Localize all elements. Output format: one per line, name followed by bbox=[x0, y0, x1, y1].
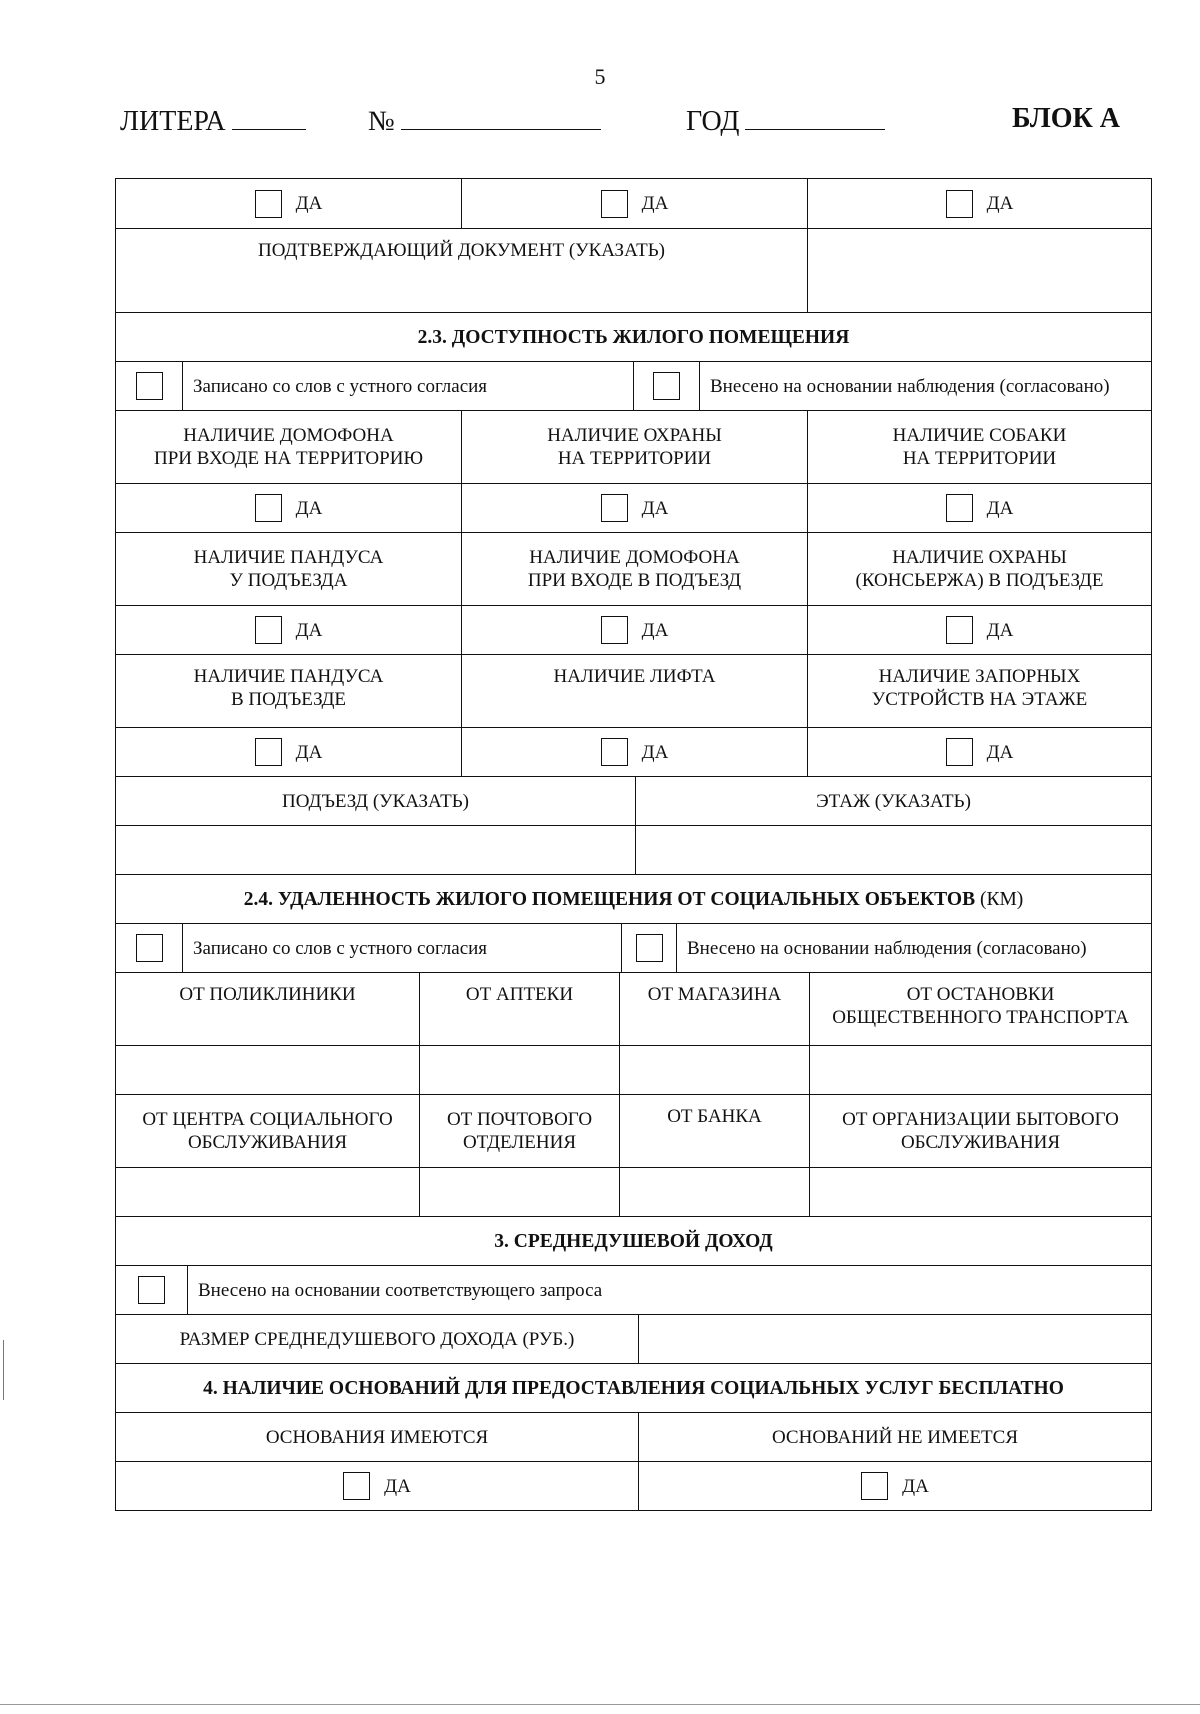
yes-option[interactable]: ДА bbox=[861, 1472, 929, 1500]
dog-territory-label: НАЛИЧИЕ СОБАКИ НА ТЕРРИТОРИИ bbox=[807, 411, 1151, 483]
locking-devices-label: НАЛИЧИЕ ЗАПОРНЫХ УСТРОЙСТВ НА ЭТАЖЕ bbox=[807, 655, 1151, 727]
yes-option[interactable]: ДА bbox=[946, 738, 1014, 766]
section-title: 2.3. ДОСТУПНОСТЬ ЖИЛОГО ПОМЕЩЕНИЯ bbox=[417, 326, 850, 348]
floor-label: ЭТАЖ (УКАЗАТЬ) bbox=[635, 777, 1151, 825]
page-number: 5 bbox=[594, 64, 606, 89]
oral-consent-label: Записано со слов с устного согласия bbox=[182, 924, 621, 972]
observation-checkbox[interactable] bbox=[636, 934, 663, 962]
accessibility-yes-row-1 bbox=[116, 483, 1151, 532]
litera-label: ЛИТЕРА bbox=[120, 106, 226, 137]
entrance-floor-inputs-row bbox=[116, 825, 1151, 874]
observation-label: Внесено на основании наблюдения (согласовано) bbox=[699, 362, 1151, 410]
entrance-label: ПОДЪЕЗД (УКАЗАТЬ) bbox=[282, 790, 469, 812]
distance-inputs-row-2 bbox=[116, 1167, 1151, 1216]
year-field[interactable] bbox=[686, 103, 885, 138]
clinic-input[interactable] bbox=[116, 1046, 419, 1094]
checkbox[interactable] bbox=[255, 494, 282, 522]
form-table bbox=[115, 178, 1152, 1511]
checkbox[interactable] bbox=[255, 190, 282, 218]
carryover-yes-row bbox=[116, 179, 1151, 228]
shop-label: ОТ МАГАЗИНА bbox=[619, 973, 809, 1045]
checkbox[interactable] bbox=[946, 738, 973, 766]
checkbox[interactable] bbox=[946, 190, 973, 218]
accessibility-yes-row-2 bbox=[116, 605, 1151, 654]
distance-labels-row-1 bbox=[116, 972, 1151, 1045]
bank-label: ОТ БАНКА bbox=[619, 1095, 809, 1167]
social-center-input[interactable] bbox=[116, 1168, 419, 1216]
scan-edge-mark bbox=[3, 1340, 4, 1400]
checkbox[interactable] bbox=[343, 1472, 370, 1500]
checkbox[interactable] bbox=[601, 190, 628, 218]
yes-option[interactable]: ДА bbox=[343, 1472, 411, 1500]
section-title: 2.4. УДАЛЕННОСТЬ ЖИЛОГО ПОМЕЩЕНИЯ ОТ СОЦИАЛЬНЫХ ОБЪЕКТОВ (КМ) bbox=[243, 888, 1024, 910]
checkbox[interactable] bbox=[946, 494, 973, 522]
ramp-entrance-label: НАЛИЧИЕ ПАНДУСА У ПОДЪЕЗДА bbox=[193, 547, 384, 591]
yes-option[interactable]: ДА bbox=[946, 616, 1014, 644]
checkbox[interactable] bbox=[861, 1472, 888, 1500]
yes-option[interactable]: ДА bbox=[255, 738, 323, 766]
block-label: БЛОК А bbox=[1012, 103, 1120, 134]
ramp-in-entrance-label: НАЛИЧИЕ ПАНДУСА В ПОДЪЕЗДЕ bbox=[193, 666, 384, 710]
concierge-label: НАЛИЧИЕ ОХРАНЫ (КОНСЬЕРЖА) В ПОДЪЕЗДЕ bbox=[807, 533, 1151, 605]
section-title: 4. НАЛИЧИЕ ОСНОВАНИЙ ДЛЯ ПРЕДОСТАВЛЕНИЯ СОЦИАЛЬНЫХ УСЛУГ БЕСПЛАТНО bbox=[203, 1377, 1064, 1399]
form-header bbox=[120, 103, 1120, 143]
transport-stop-input[interactable] bbox=[809, 1046, 1151, 1094]
section-2-4-title-row bbox=[116, 874, 1151, 923]
shop-input[interactable] bbox=[619, 1046, 809, 1094]
unit-label: (КМ) bbox=[979, 888, 1024, 910]
litera-blank[interactable] bbox=[232, 103, 306, 130]
request-checkbox[interactable] bbox=[138, 1276, 165, 1304]
checkbox[interactable] bbox=[601, 494, 628, 522]
section-2-4-source-row bbox=[116, 923, 1151, 972]
transport-stop-label: ОТ ОСТАНОВКИ ОБЩЕСТВЕННОГО ТРАНСПОРТА bbox=[809, 973, 1151, 1045]
grounds-exist-label: ОСНОВАНИЯ ИМЕЮТСЯ bbox=[265, 1426, 489, 1448]
section-2-3-source-row bbox=[116, 361, 1151, 410]
number-blank[interactable] bbox=[401, 103, 601, 130]
section-3-title-row bbox=[116, 1216, 1151, 1265]
confirm-doc-row bbox=[116, 228, 1151, 312]
distance-labels-row-2 bbox=[116, 1094, 1151, 1167]
grounds-labels-row bbox=[116, 1412, 1151, 1461]
yes-option[interactable]: ДА bbox=[255, 190, 323, 218]
income-size-label: РАЗМЕР СРЕДНЕДУШЕВОГО ДОХОДА (РУБ.) bbox=[179, 1328, 575, 1350]
section-2-3-title-row bbox=[116, 312, 1151, 361]
bank-input[interactable] bbox=[619, 1168, 809, 1216]
yes-option[interactable]: ДА bbox=[601, 616, 669, 644]
observation-label: Внесено на основании наблюдения (согласовано) bbox=[676, 924, 1151, 972]
income-size-input[interactable] bbox=[638, 1315, 1151, 1363]
request-label: Внесено на основании соответствующего запроса bbox=[187, 1266, 1151, 1314]
confirm-doc-input[interactable] bbox=[807, 229, 1151, 312]
household-services-label: ОТ ОРГАНИЗАЦИИ БЫТОВОГО ОБСЛУЖИВАНИЯ bbox=[809, 1095, 1151, 1167]
income-source-row bbox=[116, 1265, 1151, 1314]
household-services-input[interactable] bbox=[809, 1168, 1151, 1216]
yes-option[interactable]: ДА bbox=[255, 494, 323, 522]
checkbox[interactable] bbox=[601, 738, 628, 766]
checkbox[interactable] bbox=[255, 616, 282, 644]
pharmacy-input[interactable] bbox=[419, 1046, 619, 1094]
distance-inputs-row-1 bbox=[116, 1045, 1151, 1094]
intercom-entrance-label: НАЛИЧИЕ ДОМОФОНА ПРИ ВХОДЕ В ПОДЪЕЗД bbox=[461, 533, 807, 605]
income-size-row bbox=[116, 1314, 1151, 1363]
number-label: № bbox=[368, 106, 395, 137]
floor-input[interactable] bbox=[635, 826, 1151, 874]
security-territory-label: НАЛИЧИЕ ОХРАНЫ НА ТЕРРИТОРИИ bbox=[461, 411, 807, 483]
accessibility-yes-row-3 bbox=[116, 727, 1151, 776]
section-title: 3. СРЕДНЕДУШЕВОЙ ДОХОД bbox=[494, 1230, 773, 1252]
pharmacy-label: ОТ АПТЕКИ bbox=[419, 973, 619, 1045]
post-office-label: ОТ ПОЧТОВОГО ОТДЕЛЕНИЯ bbox=[419, 1095, 619, 1167]
yes-option[interactable]: ДА bbox=[946, 494, 1014, 522]
litera-field[interactable] bbox=[120, 103, 306, 138]
yes-option[interactable]: ДА bbox=[601, 494, 669, 522]
oral-consent-label: Записано со слов с устного согласия bbox=[182, 362, 633, 410]
clinic-label: ОТ ПОЛИКЛИНИКИ bbox=[179, 984, 356, 1005]
year-label: ГОД bbox=[686, 106, 740, 137]
entrance-input[interactable] bbox=[116, 826, 635, 874]
grounds-yes-row bbox=[116, 1461, 1151, 1510]
social-center-label: ОТ ЦЕНТРА СОЦИАЛЬНОГО ОБСЛУЖИВАНИЯ bbox=[142, 1109, 393, 1153]
post-office-input[interactable] bbox=[419, 1168, 619, 1216]
checkbox[interactable] bbox=[601, 616, 628, 644]
yes-option[interactable]: ДА bbox=[601, 738, 669, 766]
oral-consent-checkbox[interactable] bbox=[136, 372, 163, 400]
observation-checkbox[interactable] bbox=[653, 372, 680, 400]
checkbox[interactable] bbox=[255, 738, 282, 766]
year-blank[interactable] bbox=[745, 103, 885, 130]
section-4-title-row bbox=[116, 1363, 1151, 1412]
accessibility-labels-row-3 bbox=[116, 654, 1151, 727]
intercom-territory-label: НАЛИЧИЕ ДОМОФОНА ПРИ ВХОДЕ НА ТЕРРИТОРИЮ bbox=[154, 425, 423, 469]
accessibility-labels-row-2 bbox=[116, 532, 1151, 605]
elevator-label: НАЛИЧИЕ ЛИФТА bbox=[461, 655, 807, 727]
yes-option[interactable]: ДА bbox=[601, 190, 669, 218]
entrance-floor-labels-row bbox=[116, 776, 1151, 825]
yes-option[interactable]: ДА bbox=[946, 190, 1014, 218]
yes-option[interactable]: ДА bbox=[255, 616, 323, 644]
accessibility-labels-row-1 bbox=[116, 410, 1151, 483]
number-field[interactable] bbox=[368, 103, 601, 138]
scan-bottom-line bbox=[0, 1704, 1200, 1705]
confirm-doc-label: ПОДТВЕРЖДАЮЩИЙ ДОКУМЕНТ (УКАЗАТЬ) bbox=[258, 240, 665, 261]
grounds-none-label: ОСНОВАНИЙ НЕ ИМЕЕТСЯ bbox=[638, 1413, 1151, 1461]
oral-consent-checkbox[interactable] bbox=[136, 934, 163, 962]
checkbox[interactable] bbox=[946, 616, 973, 644]
